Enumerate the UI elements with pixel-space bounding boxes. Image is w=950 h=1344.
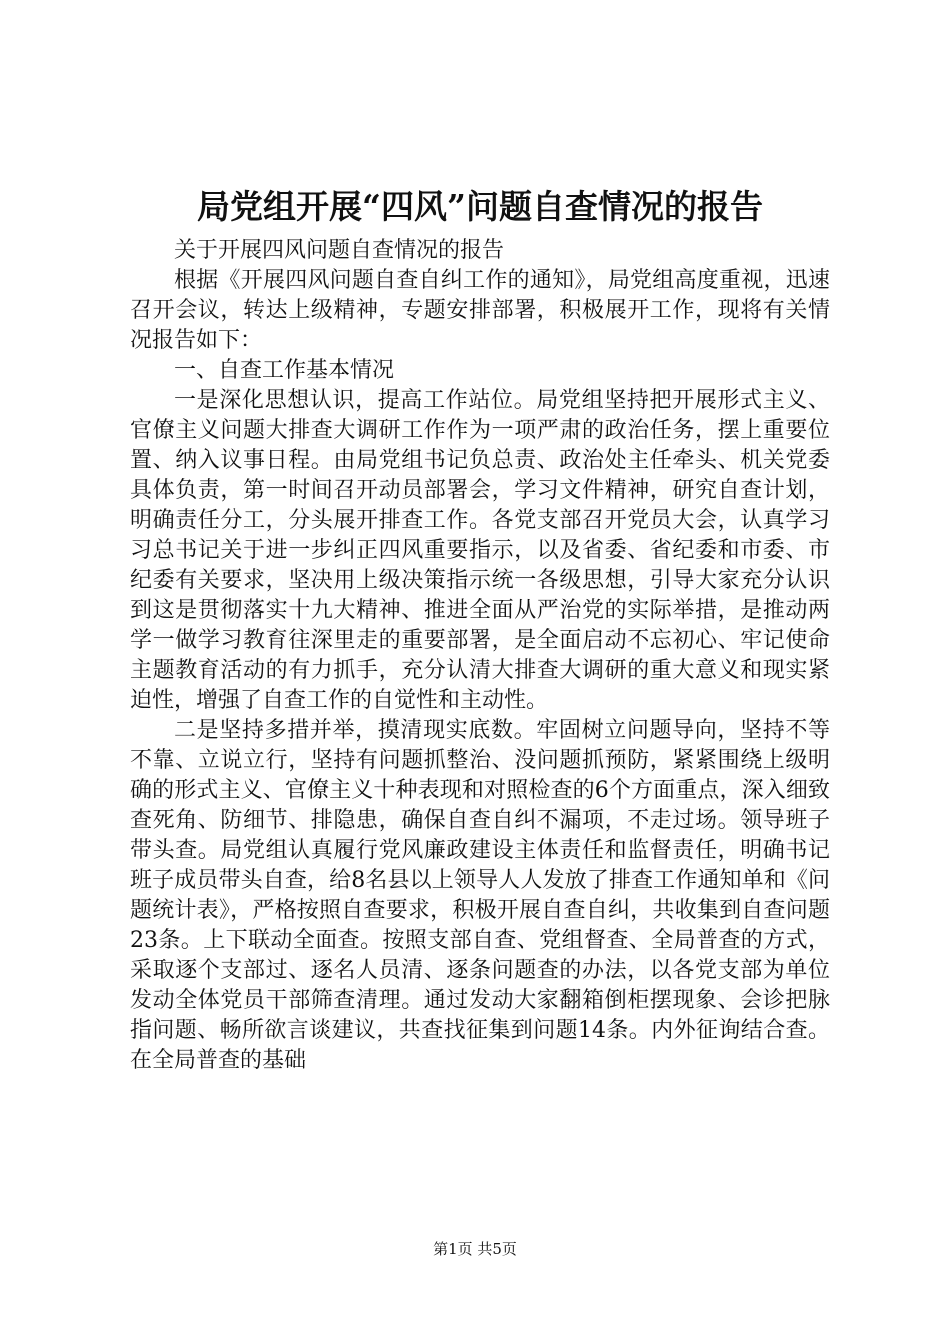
document-title: 局党组开展“四风”问题自查情况的报告 bbox=[197, 187, 763, 226]
paragraph-point-one: 一是深化思想认识，提高工作站位。局党组坚持把开展形式主义、官僚主义问题大排查大调研工作作为一项严肃的政治任务，摆上重要位置、纳入议事日程。由局党组书记负总责、政治处主任牵头、机关党委具体负责，第一时间召开动员部署会，学习文件精神，研究自查计划，明确责任分工，分头展开排查工作。各党支部召开党员大会，认真学习习总书记关于进一步纠正四风重要指示，以及省委、省纪委和市委、市纪委有关要求，坚决用上级决策指示统一各级思想，引导大家充分认识到这是贯彻落实十九大精神、推进全面从严治党的实际举措，是推动两学一做学习教育往深里走的重要部署，是全面启动不忘初心、牢记使命主题教育活动的有力抓手，充分认清大排查大调研的重大意义和现实紧迫性，增强了自查工作的自觉性和主动性。 bbox=[130, 388, 830, 713]
section-heading: 一、自查工作基本情况 bbox=[174, 358, 395, 383]
paragraph-subtitle: 关于开展四风问题自查情况的报告 bbox=[174, 238, 505, 263]
paragraph-point-two: 二是坚持多措并举，摸清现实底数。牢固树立问题导向，坚持不等不靠、立说立行，坚持有问题抓整治、没问题抓预防，紧紧围绕上级明确的形式主义、官僚主义十种表现和对照检查的6个方面重点，深入细致查死角、防细节、排隐患，确保自查自纠不漏项，不走过场。领导班子带头查。局党组认真履行党风廉政建设主体责任和监督责任，明确书记班子成员带头自查，给8名县以上领导人人发放了排查工作通知单和《问题统计表》，严格按照自查要求，积极开展自查自纠，共收集到自查问题23条。上下联动全面查。按照支部自查、党组督查、全局普查的方式，采取逐个支部过、逐名人员清、逐条问题查的办法，以各党支部为单位发动全体党员干部筛查清理。通过发动大家翻箱倒柜摆现象、会诊把脉指问题、畅所欲言谈建议，共查找征集到问题14条。内外征询结合查。在全局普查的基础 bbox=[130, 718, 830, 1073]
page-number-footer: 第1页 共5页 bbox=[433, 1240, 517, 1258]
paragraph-intro: 根据《开展四风问题自查自纠工作的通知》，局党组高度重视，迅速召开会议，转达上级精神，专题安排部署，积极展开工作，现将有关情况报告如下： bbox=[130, 268, 830, 353]
document-body bbox=[130, 236, 830, 1076]
